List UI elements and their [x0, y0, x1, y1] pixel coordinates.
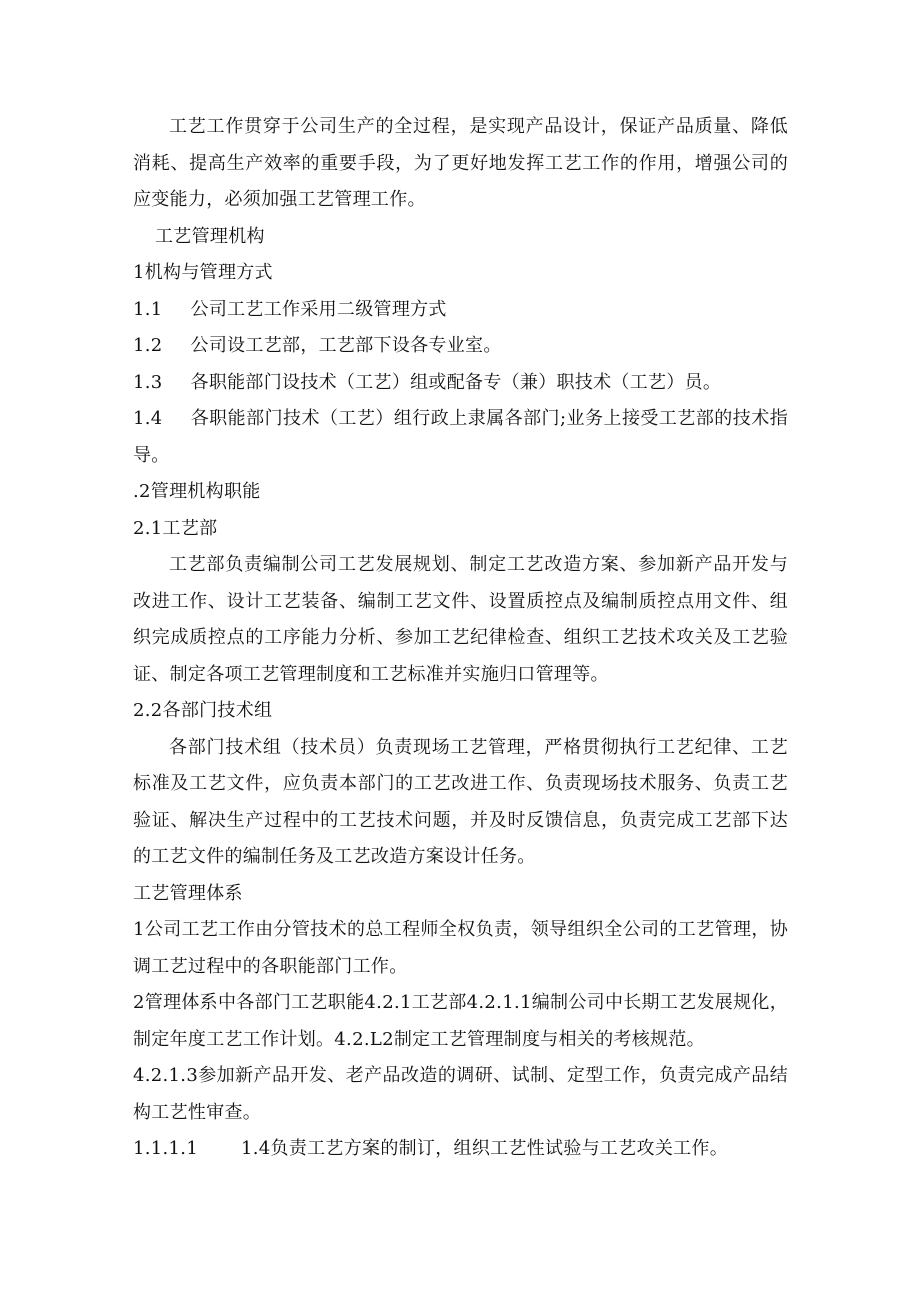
system-item-2: 2管理体系中各部门工艺职能4.2.1工艺部4.2.1.1编制公司中长期工艺发展规化，制定年度工艺工作计划。4.2.L2制定工艺管理制度与相关的考核规范。	[133, 992, 788, 1050]
paragraph-2-2: 各部门技术组（技术员）负责现场工艺管理，严格贯彻执行工艺纪律、工艺标准及工艺文件，应负责本部门的工艺改进工作、负责现场技术服务、负责工艺验证、解决生产过程中的工艺技术问题，并及时反馈信息，负责完成工艺部下达的工艺文件的编制任务及工艺改造方案设计任务。	[133, 736, 788, 867]
list-item-1-1	[133, 292, 788, 329]
system-item-4	[133, 1131, 788, 1168]
item-text: 各职能部门设技术（工艺）组或配备专（兼）职技术（工艺）员。	[190, 371, 722, 393]
system-item-3: 4.2.1.3参加新产品开发、老产品改造的调研、试制、定型工作，负责完成产品结构工艺性审查。	[133, 1065, 788, 1123]
item-text: 公司设工艺部，工艺部下设各专业室。	[190, 335, 502, 356]
section-heading-system: 工艺管理体系	[133, 882, 243, 904]
section-heading-organization: 工艺管理机构	[155, 225, 265, 247]
list-item-1-2	[133, 328, 788, 365]
subsection-heading-2-2: 2.2各部门技术组	[133, 700, 273, 721]
item-number: 1.3	[133, 371, 163, 393]
item-text: 公司工艺工作采用二级管理方式	[190, 298, 447, 320]
item-number: 1.4	[133, 408, 163, 429]
item-number: 1.1	[133, 298, 163, 320]
list-item-1-4	[133, 401, 788, 474]
intro-paragraph: 工艺工作贯穿于公司生产的全过程，是实现产品设计，保证产品质量、降低消耗、提高生产效率的重要手段，为了更好地发挥工艺工作的作用，增强公司的应变能力，必须加强工艺管理工作。	[133, 116, 788, 210]
system-item-1: 1公司工艺工作由分管技术的总工程师全权负责，领导组织全公司的工艺管理，协调工艺过程中的各职能部门工作。	[133, 919, 788, 977]
item-number: 1.2	[133, 335, 163, 356]
subsection-heading-2: .2管理机构职能	[133, 481, 261, 502]
item-text: 各职能部门技术（工艺）组行政上隶属各部门;业务上接受工艺部的技术指导。	[133, 408, 788, 466]
list-item-1-3	[133, 365, 788, 402]
item-number: 1.1.1.1	[133, 1138, 199, 1159]
subsection-heading-1: 1机构与管理方式	[133, 262, 273, 283]
paragraph-2-1: 工艺部负责编制公司工艺发展规划、制定工艺改造方案、参加新产品开发与改进工作、设计工艺装备、编制工艺文件、设置质控点及编制质控点用文件、组织完成质控点的工序能力分析、参加工艺纪律检查、组织工艺技术攻关及工艺验证、制定各项工艺管理制度和工艺标准并实施归口管理等。	[133, 554, 788, 685]
document-body	[133, 109, 788, 1168]
item-text: 1.4负责工艺方案的制订，组织工艺性试验与工艺攻关工作。	[241, 1138, 729, 1159]
subsection-heading-2-1: 2.1工艺部	[133, 517, 218, 539]
